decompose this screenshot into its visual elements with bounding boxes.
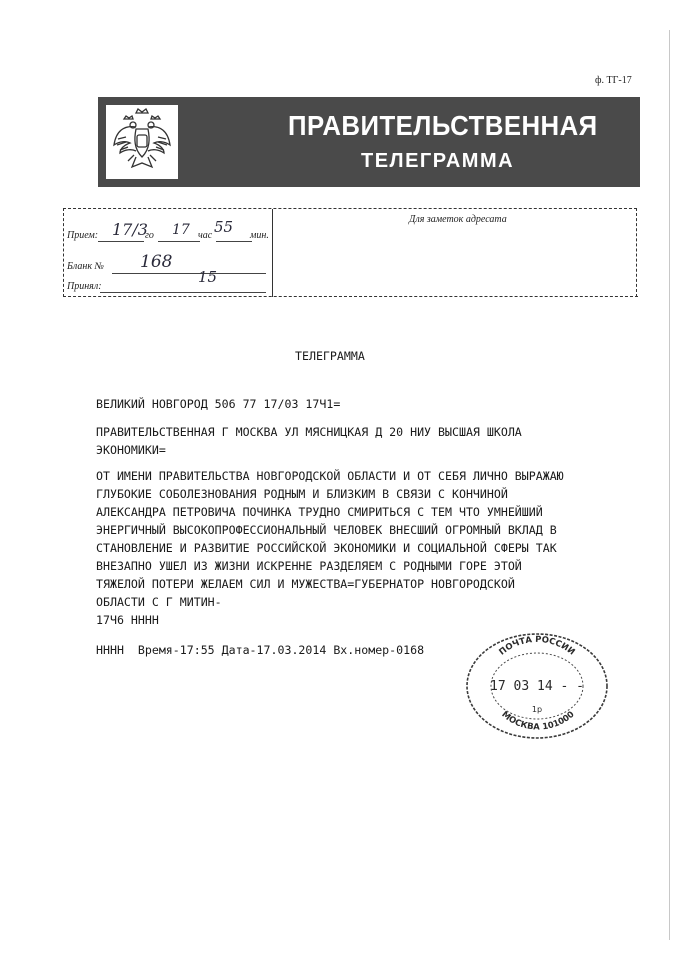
body-line: ОБЛАСТИ С Г МИТИН-: [96, 595, 222, 609]
postal-stamp: [463, 630, 611, 740]
body-line: ОТ ИМЕНИ ПРАВИТЕЛЬСТВА НОВГОРОДСКОЙ ОБЛАСТИ И ОТ СЕБЯ ЛИЧНО ВЫРАЖАЮ: [96, 469, 564, 483]
received-label: Прием:: [67, 230, 99, 241]
telegram-heading: ТЕЛЕГРАММА: [295, 349, 365, 363]
go-label: го: [145, 230, 154, 241]
header-band: [98, 97, 640, 187]
minute-value: 55: [214, 218, 234, 236]
form-code: ф. ТГ-17: [595, 75, 632, 86]
stamp-top-text: ПОЧТА РОССИИ: [497, 634, 577, 658]
footer-line: НННН Время-17:55 Дата-17.03.2014 Вх.номер-0168: [96, 643, 425, 657]
body-line: 17Ч6 НННН: [96, 613, 159, 627]
form-subtitle: ТЕЛЕГРАММА: [361, 150, 515, 172]
stamp-date: 17 03 14 - -: [490, 679, 584, 694]
scan-edge: [669, 30, 670, 940]
body-line: ГЛУБОКИЕ СОБОЛЕЗНОВАНИЯ РОДНЫМ И БЛИЗКИМ В СВЯЗИ С КОНЧИНОЙ: [96, 487, 508, 501]
coat-of-arms-icon: [106, 105, 178, 179]
accepted-label: Принял:: [67, 281, 102, 292]
minute-line: [216, 241, 252, 242]
received-date-value: 17/3: [112, 220, 148, 239]
form-title: ПРАВИТЕЛЬСТВЕННАЯ: [288, 110, 598, 141]
notes-label: Для заметок адресата: [409, 214, 507, 225]
hour-label: час: [198, 230, 213, 241]
accepted-value: 15: [198, 268, 218, 286]
accepted-line: [100, 292, 266, 293]
blank-number-line: [112, 273, 266, 274]
body-line: ЭНЕРГИЧНЫЙ ВЫСОКОПРОФЕССИОНАЛЬНЫЙ ЧЕЛОВЕК ВНЕСШИЙ ОГРОМНЫЙ ВКЛАД В: [96, 523, 557, 537]
stamp-mark: 1р: [531, 705, 543, 714]
blank-number-label: Бланк №: [67, 261, 104, 272]
address-line: ПРАВИТЕЛЬСТВЕННАЯ Г МОСКВА УЛ МЯСНИЦКАЯ Д 20 НИУ ВЫСШАЯ ШКОЛА: [96, 425, 522, 439]
hour-line: [158, 241, 200, 242]
body-line: ВНЕЗАПНО УШЕЛ ИЗ ЖИЗНИ ИСКРЕННЕ РАЗДЕЛЯЕМ С РОДНЫМИ ГОРЕ ЭТОЙ: [96, 559, 522, 573]
hour-value: 17: [172, 222, 190, 238]
body-line: АЛЕКСАНДРА ПЕТРОВИЧА ПОЧИНКА ТРУДНО СМИРИТЬСЯ С ТЕМ ЧТО УМНЕЙШИЙ: [96, 505, 543, 519]
receipt-bottom-border: [63, 296, 638, 297]
body-line: СТАНОВЛЕНИЕ И РАЗВИТИЕ РОССИЙСКОЙ ЭКОНОМИКИ И СОЦИАЛЬНОЙ СФЕРЫ ТАК: [96, 541, 557, 555]
minute-label: мин.: [250, 230, 269, 241]
blank-number-value: 168: [140, 252, 173, 272]
origin-line: ВЕЛИКИЙ НОВГОРОД 506 77 17/03 17Ч1=: [96, 397, 341, 411]
address-line: ЭКОНОМИКИ=: [96, 443, 166, 457]
receipt-divider: [272, 209, 273, 297]
received-date-line: [98, 241, 144, 242]
body-line: ТЯЖЕЛОЙ ПОТЕРИ ЖЕЛАЕМ СИЛ И МУЖЕСТВА=ГУБЕРНАТОР НОВГОРОДСКОЙ: [96, 577, 515, 591]
stamp-bottom-text: МОСКВА 101000: [499, 709, 577, 733]
